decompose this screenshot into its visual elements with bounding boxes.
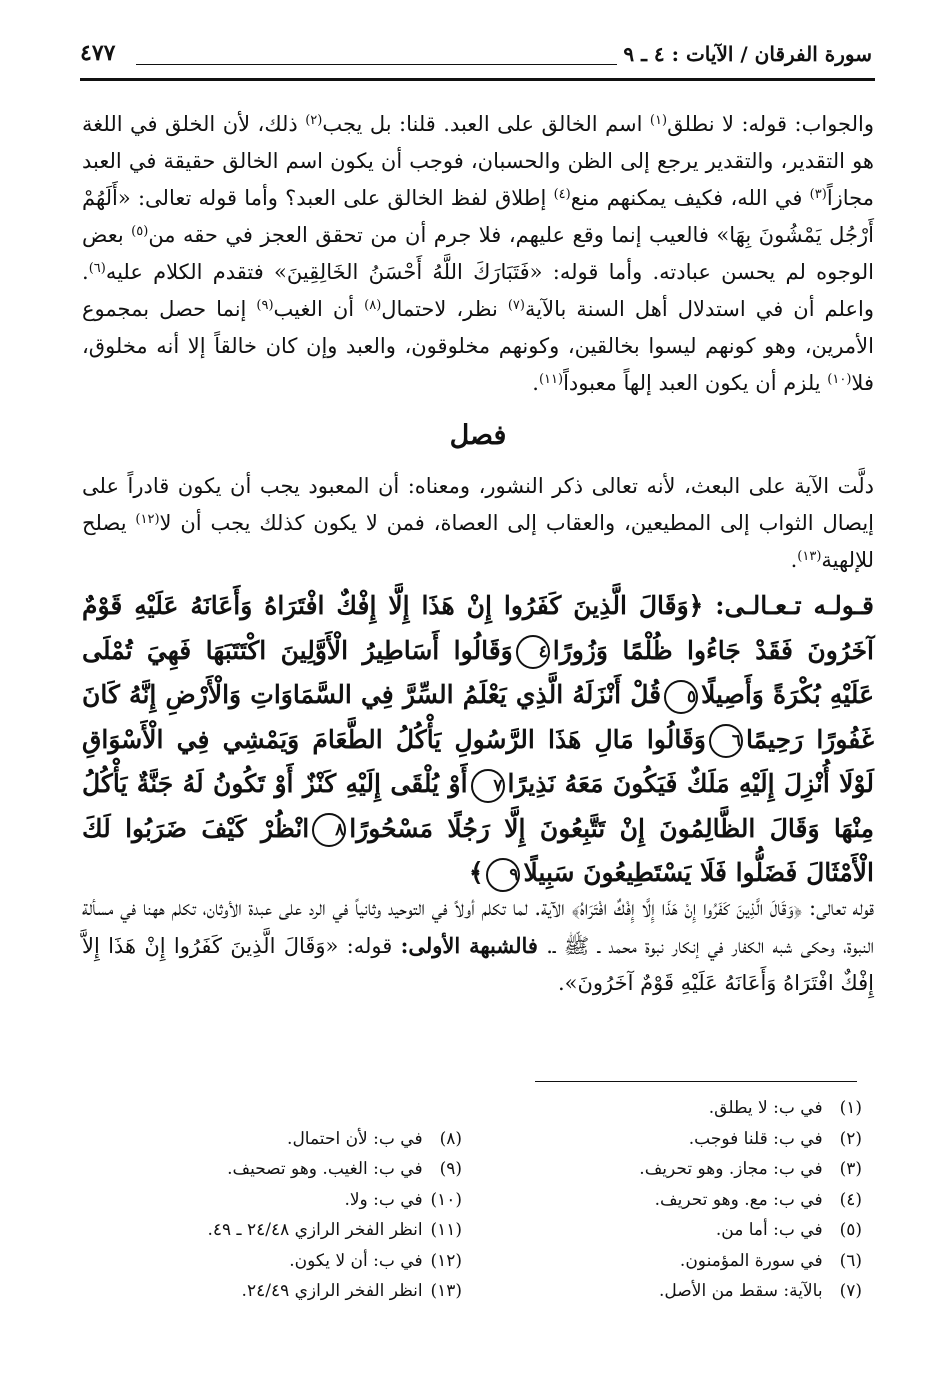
footnote	[562, 1093, 862, 1124]
footnote-number: (٩)	[439, 1159, 462, 1179]
verse-text: أَوْ يُلْقَى إِلَيْهِ كَنْزٌ أَوْ تَكُونُ لَهُ جَنَّةٌ يَأْكُلُ مِنْهَا وَقَالَ الظَّالِمُونَ إِنْ تَتَّبِعُونَ إِلَّا رَجُلًا مَسْحُورًا	[82, 769, 875, 843]
footnote-ref: (٧)	[507, 298, 525, 313]
footnote-text: انظر الفخر الرازي ٢٤/٤٨ ـ ٤٩.	[207, 1220, 423, 1240]
footnote-text: في ب: لأن احتمال.	[287, 1128, 423, 1149]
footnote-text: في ب: الغيب. وهو تصحيف.	[227, 1159, 423, 1179]
text-span: دلَّت الآية على البعث، لأنه تعالى ذكر النشور، ومعناه: أن المعبود يجب أن يكون قادراً على إيصال الثواب إلى المطيعين، والعقاب إلى العصاة، فمن لا يكون كذلك يجب أن لا	[82, 474, 875, 535]
footnote-number: (٥)	[839, 1220, 862, 1240]
text-span: بعض الوجوه لم يحسن عبادته. وأما قوله: «فَتَبَارَكَ اللَّهُ أَحْسَنُ الخَالِقِينَ» فتقدم الكلام عليه	[82, 223, 874, 284]
verse-number-marker: ٧	[471, 769, 505, 803]
header-divider	[80, 78, 875, 81]
text-span: إطلاق لفظ الخالق على العبد؟ وأما قوله تعالى: «أَلَهُمْ أَرْجُل يَمْشُونَ بِهَا» فالعيب إنما وقع عليهم، فلا جرم أن من تحقق العجز في حقه من	[82, 186, 874, 247]
text-span: قوله: «وَقَالَ الَّذِينَ كَفَرُوا إِنْ هَذَا إِلاَّ إِفْكٌ افْتَرَاهُ وَأَعَانَهُ عَلَيْهِ قَوْمٌ آخَرُونَ».	[82, 934, 874, 995]
footnote-text: في ب: لا يطلق.	[708, 1098, 823, 1118]
footnote-text: في سورة المؤمنون.	[679, 1250, 823, 1271]
verse-text: وَقَالَ الَّذِينَ كَفَرُوا إِنْ هَذَا إِلَّا إِفْكٌ افْتَرَاهُ وَأَعَانَهُ عَلَيْهِ قَوْمٌ آخَرُونَ فَقَدْ جَاءُوا ظُلْمًا وَزُورًا	[82, 591, 874, 665]
bold-label: فالشبهة الأولى:	[400, 933, 538, 958]
footnote-number: (٣)	[839, 1159, 862, 1179]
text-span: أن الغيب	[273, 297, 365, 321]
text-span: يلزم أن يكون العبد إلهاً معبوداً	[563, 371, 828, 395]
footnote-number: (١٠)	[430, 1189, 462, 1210]
footnote-ref: (١١)	[538, 372, 564, 387]
section-heading: فصل	[449, 420, 507, 451]
page-number: ٤٧٧	[80, 40, 116, 66]
footnote	[562, 1246, 862, 1277]
footnote	[562, 1215, 862, 1246]
footnote	[142, 1246, 462, 1277]
footnote	[562, 1124, 862, 1155]
verse-text: انْظُرْ كَيْفَ ضَرَبُوا لَكَ الْأَمْثَالَ فَضَلُّوا فَلَا يَسْتَطِيعُونَ سَبِيلًا	[82, 813, 874, 887]
footnote-number: (٤)	[839, 1189, 862, 1210]
footnotes-left-column	[142, 1124, 462, 1307]
text-span: اسم الخالق على العبد. قلنا: بل يجب	[322, 112, 650, 136]
paragraph-resurrection	[82, 468, 874, 579]
footnote-number: (١٢)	[430, 1250, 462, 1271]
paragraph-answer	[82, 106, 874, 402]
footnote	[142, 1215, 462, 1246]
verse-number-marker: ٤	[516, 635, 550, 669]
footnote-ref: (٤)	[553, 187, 571, 202]
verse-number-marker: ٥	[664, 680, 698, 714]
footnote-divider	[535, 1081, 857, 1082]
footnote-ref: (٨)	[364, 298, 382, 313]
footnote-number: (٨)	[439, 1128, 462, 1149]
text-span: ذلك، لأن الخلق في اللغة هو التقدير، والتقدير يرجع إلى الظن والحسبان، فوجب أن يكون اسم الخالق حقيقة في العبد مجازاً	[82, 112, 874, 210]
footnote-text: في ب: أن لا يكون.	[289, 1250, 423, 1271]
footnote-ref: (٥)	[131, 224, 149, 239]
footnote-ref: (١٢)	[135, 512, 160, 527]
footnote-ref: (٣)	[809, 187, 827, 202]
footnote-text: في ب: قلنا فوجب.	[688, 1128, 823, 1149]
footnote	[562, 1276, 862, 1307]
footnote-text: في ب: مع. وهو تحريف.	[654, 1189, 823, 1210]
running-header	[80, 38, 872, 72]
verse-number-marker: ٩	[486, 858, 520, 892]
verse-number-marker: ٦	[709, 724, 743, 758]
footnote-ref: (١٣)	[797, 549, 822, 564]
footnote-number: (٧)	[839, 1281, 862, 1301]
footnote-number: (١١)	[430, 1220, 462, 1240]
verse-number-marker: ٨	[312, 813, 346, 847]
verse-text: وَقَالُوا مَالِ هَذَا الرَّسُولِ يَأْكُلُ الطَّعَامَ وَيَمْشِي فِي الْأَسْوَاقِ لَوْلَا أُنْزِلَ إِلَيْهِ مَلَكٌ فَيَكُونَ مَعَهُ نَذِيرًا	[82, 724, 874, 798]
footnote	[142, 1276, 462, 1307]
footnote-text: في ب: أما من.	[715, 1220, 823, 1240]
footnote-text: بالآية: سقط من الأصل.	[659, 1281, 823, 1301]
footnote-text: في ب: مجاز. وهو تحريف.	[639, 1159, 823, 1179]
text-span: يصلح للإلهية	[82, 511, 874, 572]
verse-intro: قـولـه تـعـالـى:	[703, 591, 875, 620]
text-span: . واعلم أن في استدلال أهل السنة بالآية	[82, 260, 874, 321]
text-span: في الله، فكيف يمكنهم منع	[570, 186, 810, 210]
text-span: .	[532, 371, 539, 395]
footnote-ref: (٦)	[88, 261, 106, 276]
quran-verses	[82, 584, 874, 896]
verse-text: وَقَالُوا أَسَاطِيرُ الْأَوَّلِينَ اكْتَتَبَهَا فَهِيَ تُمْلَى عَلَيْهِ بُكْرَةً وَأَصِيلًا	[82, 635, 874, 709]
footnote	[142, 1154, 462, 1185]
footnote-ref: (٩)	[256, 298, 274, 313]
header-title: سورة الفرقان / الآيات : ٤ ـ ٩	[623, 42, 872, 66]
text-span: إنما حصل بمجموع الأمرين، وهو كونهم ليسوا بخالقين، وكونهم مخلوقون، والعبد وإن كان خالقاً إلا أنه مخلوق، فلا	[82, 297, 874, 395]
footnote	[562, 1185, 862, 1216]
footnote-ref: (١)	[649, 113, 668, 128]
footnote-ref: (١٠)	[827, 372, 852, 387]
ornate-bracket-close: ﴾	[468, 858, 484, 887]
footnote-ref: (٢)	[305, 113, 323, 128]
header-dotted-rule	[136, 64, 617, 65]
footnote	[142, 1185, 462, 1216]
footnote	[142, 1124, 462, 1155]
footnote-text: انظر الفخر الرازي ٢٤/٤٩.	[241, 1281, 423, 1301]
footnote-number: (١)	[839, 1098, 862, 1118]
footnote-number: (٢)	[839, 1128, 862, 1149]
footnote	[562, 1154, 862, 1185]
text-span: .	[790, 548, 798, 572]
ornate-bracket-open: ﴿	[688, 591, 704, 620]
text-span: قوله تعالى: ﴿وَقَالَ الَّذِينَ كَفَرُوا إِنْ هَذَا إِلَّا إِفْكٌ افْتَرَاهُ﴾ الآية. لما تكلم أولاً في التوحيد وثانياً في الرد على عبدة الأوثان، تكلم ههنا في مسألة النبوة، وحكى شبه الكفار في إنكار نبوة محمد ـ ﷺ ـ.	[82, 896, 874, 958]
footnote-number: (١٣)	[430, 1281, 462, 1301]
footnote-number: (٦)	[839, 1250, 862, 1271]
verse-text: قُلْ أَنْزَلَهُ الَّذِي يَعْلَمُ السِّرَّ فِي السَّمَاوَاتِ وَالْأَرْضِ إِنَّهُ كَانَ غَفُورًا رَحِيمًا	[82, 680, 874, 754]
text-span: والجواب: قوله: لا نطلق	[667, 112, 874, 136]
paragraph-commentary	[82, 890, 874, 1002]
footnote-text: في ب: ولا.	[344, 1189, 423, 1210]
footnotes-right-column	[562, 1093, 862, 1307]
text-span: نظر، لاحتمال	[381, 297, 508, 321]
